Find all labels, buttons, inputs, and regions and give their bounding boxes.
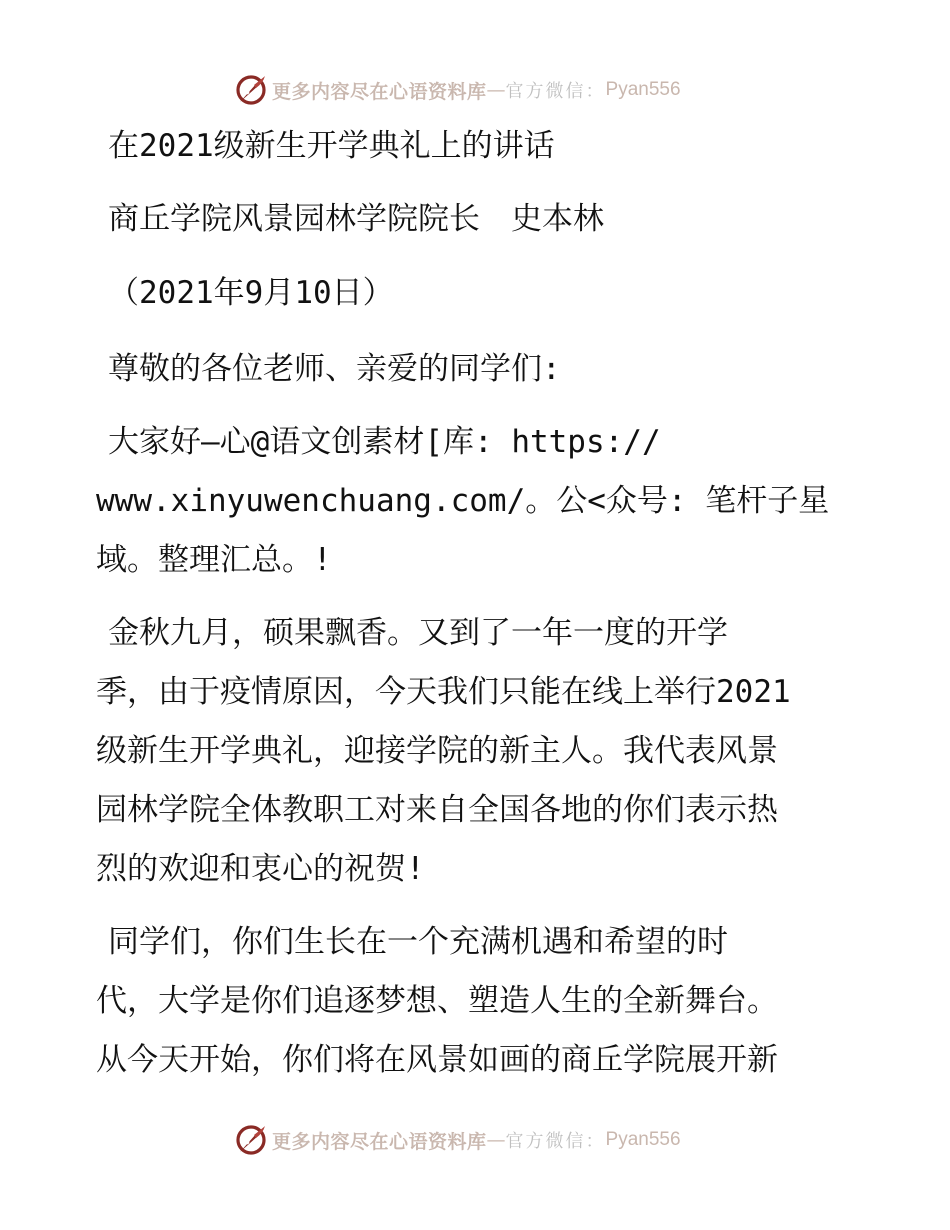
paragraph2-line-3: 从今天开始，你们将在风景如画的商丘学院展开新 [96, 1042, 778, 1078]
watermark-banner-top [234, 72, 681, 108]
watermark-brand: 更多内容尽在心语资料库 [272, 80, 487, 103]
doc-title: 在2021级新生开学典礼上的讲话 [108, 128, 555, 164]
watermark-banner-bottom [234, 1122, 681, 1158]
paragraph1-line-1: 金秋九月，硕果飘香。又到了一年一度的开学 [108, 615, 728, 651]
doc-date: （2021年9月10日） [108, 275, 394, 311]
watermark-dash: — [486, 79, 506, 101]
paragraph1-line-4: 园林学院全体教职工对来自全国各地的你们表示热 [96, 792, 778, 828]
paragraph2-line-2: 代，大学是你们追逐梦想、塑造人生的全新舞台。 [96, 983, 778, 1019]
greeting-line-3: 域。整理汇总。! [96, 542, 332, 578]
paragraph1-line-3: 级新生开学典礼，迎接学院的新主人。我代表风景 [96, 733, 778, 769]
watermark-wechat-label: 官方微信： [505, 81, 606, 102]
quill-seal-logo-icon [234, 73, 268, 107]
paragraph2-line-1: 同学们，你们生长在一个充满机遇和希望的时 [108, 924, 728, 960]
watermark-dash: — [486, 1129, 506, 1151]
watermark-wechat-label: 官方微信： [505, 1131, 606, 1152]
doc-salutation: 尊敬的各位老师、亲爱的同学们: [108, 351, 561, 387]
greeting-line-1: 大家好—心@语文创素材[库: https:// [108, 424, 661, 460]
greeting-line-2: www.xinyuwenchuang.com/。公<众号: 笔杆子星 [96, 483, 830, 519]
watermark-wechat-handle: Pyan556 [605, 1129, 681, 1150]
doc-speaker: 商丘学院风景园林学院院长 史本林 [108, 201, 604, 237]
quill-seal-logo-icon [234, 1123, 268, 1157]
watermark-brand: 更多内容尽在心语资料库 [272, 1130, 487, 1153]
paragraph1-line-2: 季，由于疫情原因，今天我们只能在线上举行2021 [96, 674, 791, 710]
paragraph1-line-5: 烈的欢迎和衷心的祝贺! [96, 851, 425, 887]
watermark-wechat-handle: Pyan556 [605, 79, 681, 100]
